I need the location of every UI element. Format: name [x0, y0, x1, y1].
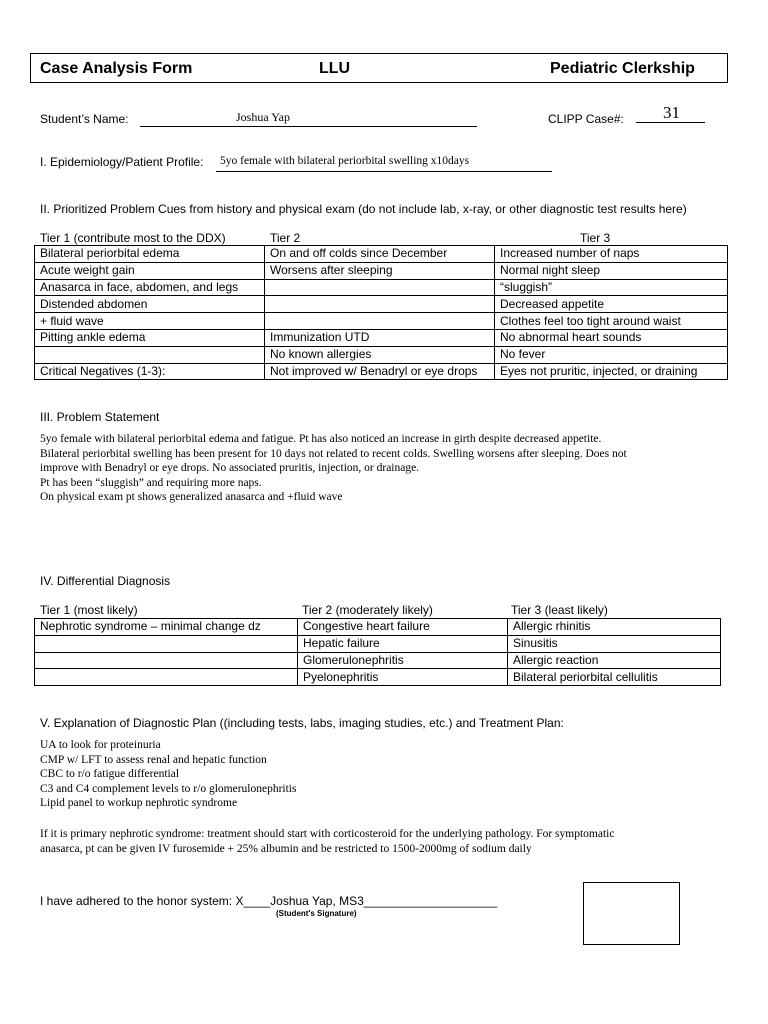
problem-statement-heading: III. Problem Statement: [40, 410, 160, 424]
table-cell: Bilateral periorbital edema: [35, 246, 265, 263]
table-cell: Worsens after sleeping: [265, 262, 495, 279]
table-cell: [35, 635, 298, 652]
clerkship-name: Pediatric Clerkship: [550, 60, 695, 77]
profile-label: I. Epidemiology/Patient Profile:: [40, 155, 204, 169]
plan-item: CMP w/ LFT to assess renal and hepatic function: [40, 753, 267, 766]
cues-header-tier3: Tier 3: [580, 231, 611, 245]
table-cell: Bilateral periorbital cellulitis: [508, 669, 721, 686]
plan-item: C3 and C4 complement levels to r/o glomerulonephritis: [40, 782, 297, 795]
signature-caption: (Student's Signature): [276, 909, 357, 918]
table-cell: Pyelonephritis: [298, 669, 508, 686]
table-cell: Hepatic failure: [298, 635, 508, 652]
problem-statement-line: improve with Benadryl or eye drops. No associated pruritis, injection, or drainage.: [40, 462, 420, 475]
table-row: [35, 246, 728, 263]
plan-item: CBC to r/o fatigue differential: [40, 768, 180, 781]
table-cell: Normal night sleep: [495, 262, 728, 279]
table-row: [35, 363, 728, 380]
grade-box: [583, 882, 680, 945]
table-row: [35, 296, 728, 313]
table-row: [35, 262, 728, 279]
treatment-plan-text: [40, 827, 730, 856]
table-cell: Distended abdomen: [35, 296, 265, 313]
problem-statement-line: On physical exam pt shows generalized anasarca and +fluid wave: [40, 491, 343, 504]
table-cell: Immunization UTD: [265, 329, 495, 346]
plan-heading: V. Explanation of Diagnostic Plan ((including tests, labs, imaging studies, etc.) and Treatment Plan:: [40, 716, 564, 730]
table-cell: [265, 279, 495, 296]
table-cell: [35, 669, 298, 686]
institution-name: LLU: [319, 60, 351, 77]
student-name-value: Joshua Yap: [236, 110, 291, 124]
table-cell: Critical Negatives (1-3):: [35, 363, 265, 380]
cues-header-tier2: Tier 2: [270, 231, 301, 245]
form-title: Case Analysis Form: [40, 60, 193, 77]
table-cell: Congestive heart failure: [298, 619, 508, 636]
table-cell: Acute weight gain: [35, 262, 265, 279]
student-name-label: Student’s Name:: [40, 112, 129, 126]
table-row: [35, 669, 721, 686]
problem-statement-line: Bilateral periorbital swelling has been present for 10 days not related to recent colds. Swelling worsens after sleeping. Does not: [40, 447, 627, 460]
table-cell: Clothes feel too tight around waist: [495, 313, 728, 330]
problem-cues-heading: II. Prioritized Problem Cues from history and physical exam (do not include lab, x-ray, or other diagnostic test results here): [40, 202, 687, 216]
treatment-line: If it is primary nephrotic syndrome: treatment should start with corticosteroid for the underlying pathology. For symptomatic: [40, 828, 615, 840]
profile-line: [216, 171, 552, 172]
differential-table: [34, 618, 721, 686]
table-cell: [35, 652, 298, 669]
table-cell: Decreased appetite: [495, 296, 728, 313]
table-cell: On and off colds since December: [265, 246, 495, 263]
diagnostic-plan-list: [40, 738, 730, 811]
table-cell: + fluid wave: [35, 313, 265, 330]
student-name-line: [140, 126, 477, 127]
problem-cues-table: [34, 245, 728, 380]
profile-value: 5yo female with bilateral periorbital swelling x10days: [220, 155, 470, 167]
table-cell: Eyes not pruritic, injected, or draining: [495, 363, 728, 380]
plan-item: Lipid panel to workup nephrotic syndrome: [40, 797, 238, 810]
table-row: [35, 619, 721, 636]
ddx-header-tier1: Tier 1 (most likely): [40, 603, 138, 617]
table-cell: No known allergies: [265, 346, 495, 363]
table-cell: Increased number of naps: [495, 246, 728, 263]
honor-statement: I have adhered to the honor system: X____Joshua Yap, MS3____________________: [40, 894, 498, 908]
ddx-header-tier3: Tier 3 (least likely): [511, 603, 608, 617]
table-cell: Allergic reaction: [508, 652, 721, 669]
differential-heading: IV. Differential Diagnosis: [40, 574, 171, 588]
table-cell: [35, 346, 265, 363]
case-number-value: 31: [663, 103, 680, 122]
form-header: [30, 53, 728, 83]
treatment-line: anasarca, pt can be given IV furosemide + 25% albumin and be restricted to 1500-2000mg of sodium daily: [40, 842, 532, 855]
table-cell: Anasarca in face, abdomen, and legs: [35, 279, 265, 296]
case-number-label: CLIPP Case#:: [548, 112, 624, 126]
problem-statement-line: Pt has been “sluggish” and requiring more naps.: [40, 476, 262, 489]
table-row: [35, 346, 728, 363]
table-cell: Nephrotic syndrome – minimal change dz: [35, 619, 298, 636]
table-cell: Pitting ankle edema: [35, 329, 265, 346]
table-cell: “sluggish”: [495, 279, 728, 296]
table-cell: [265, 313, 495, 330]
table-row: [35, 652, 721, 669]
table-cell: No abnormal heart sounds: [495, 329, 728, 346]
table-cell: Not improved w/ Benadryl or eye drops: [265, 363, 495, 380]
table-cell: No fever: [495, 346, 728, 363]
table-cell: Allergic rhinitis: [508, 619, 721, 636]
table-row: [35, 279, 728, 296]
table-row: [35, 313, 728, 330]
cues-header-tier1: Tier 1 (contribute most to the DDX): [40, 231, 226, 245]
table-row: [35, 329, 728, 346]
problem-statement-line: 5yo female with bilateral periorbital edema and fatigue. Pt has also noticed an increase in girth despite decreased appetite.: [40, 433, 602, 445]
table-row: [35, 635, 721, 652]
table-cell: Sinusitis: [508, 635, 721, 652]
ddx-header-tier2: Tier 2 (moderately likely): [302, 603, 433, 617]
table-cell: [265, 296, 495, 313]
plan-item: UA to look for proteinuria: [40, 739, 161, 751]
table-cell: Glomerulonephritis: [298, 652, 508, 669]
problem-statement-text: [40, 432, 730, 505]
